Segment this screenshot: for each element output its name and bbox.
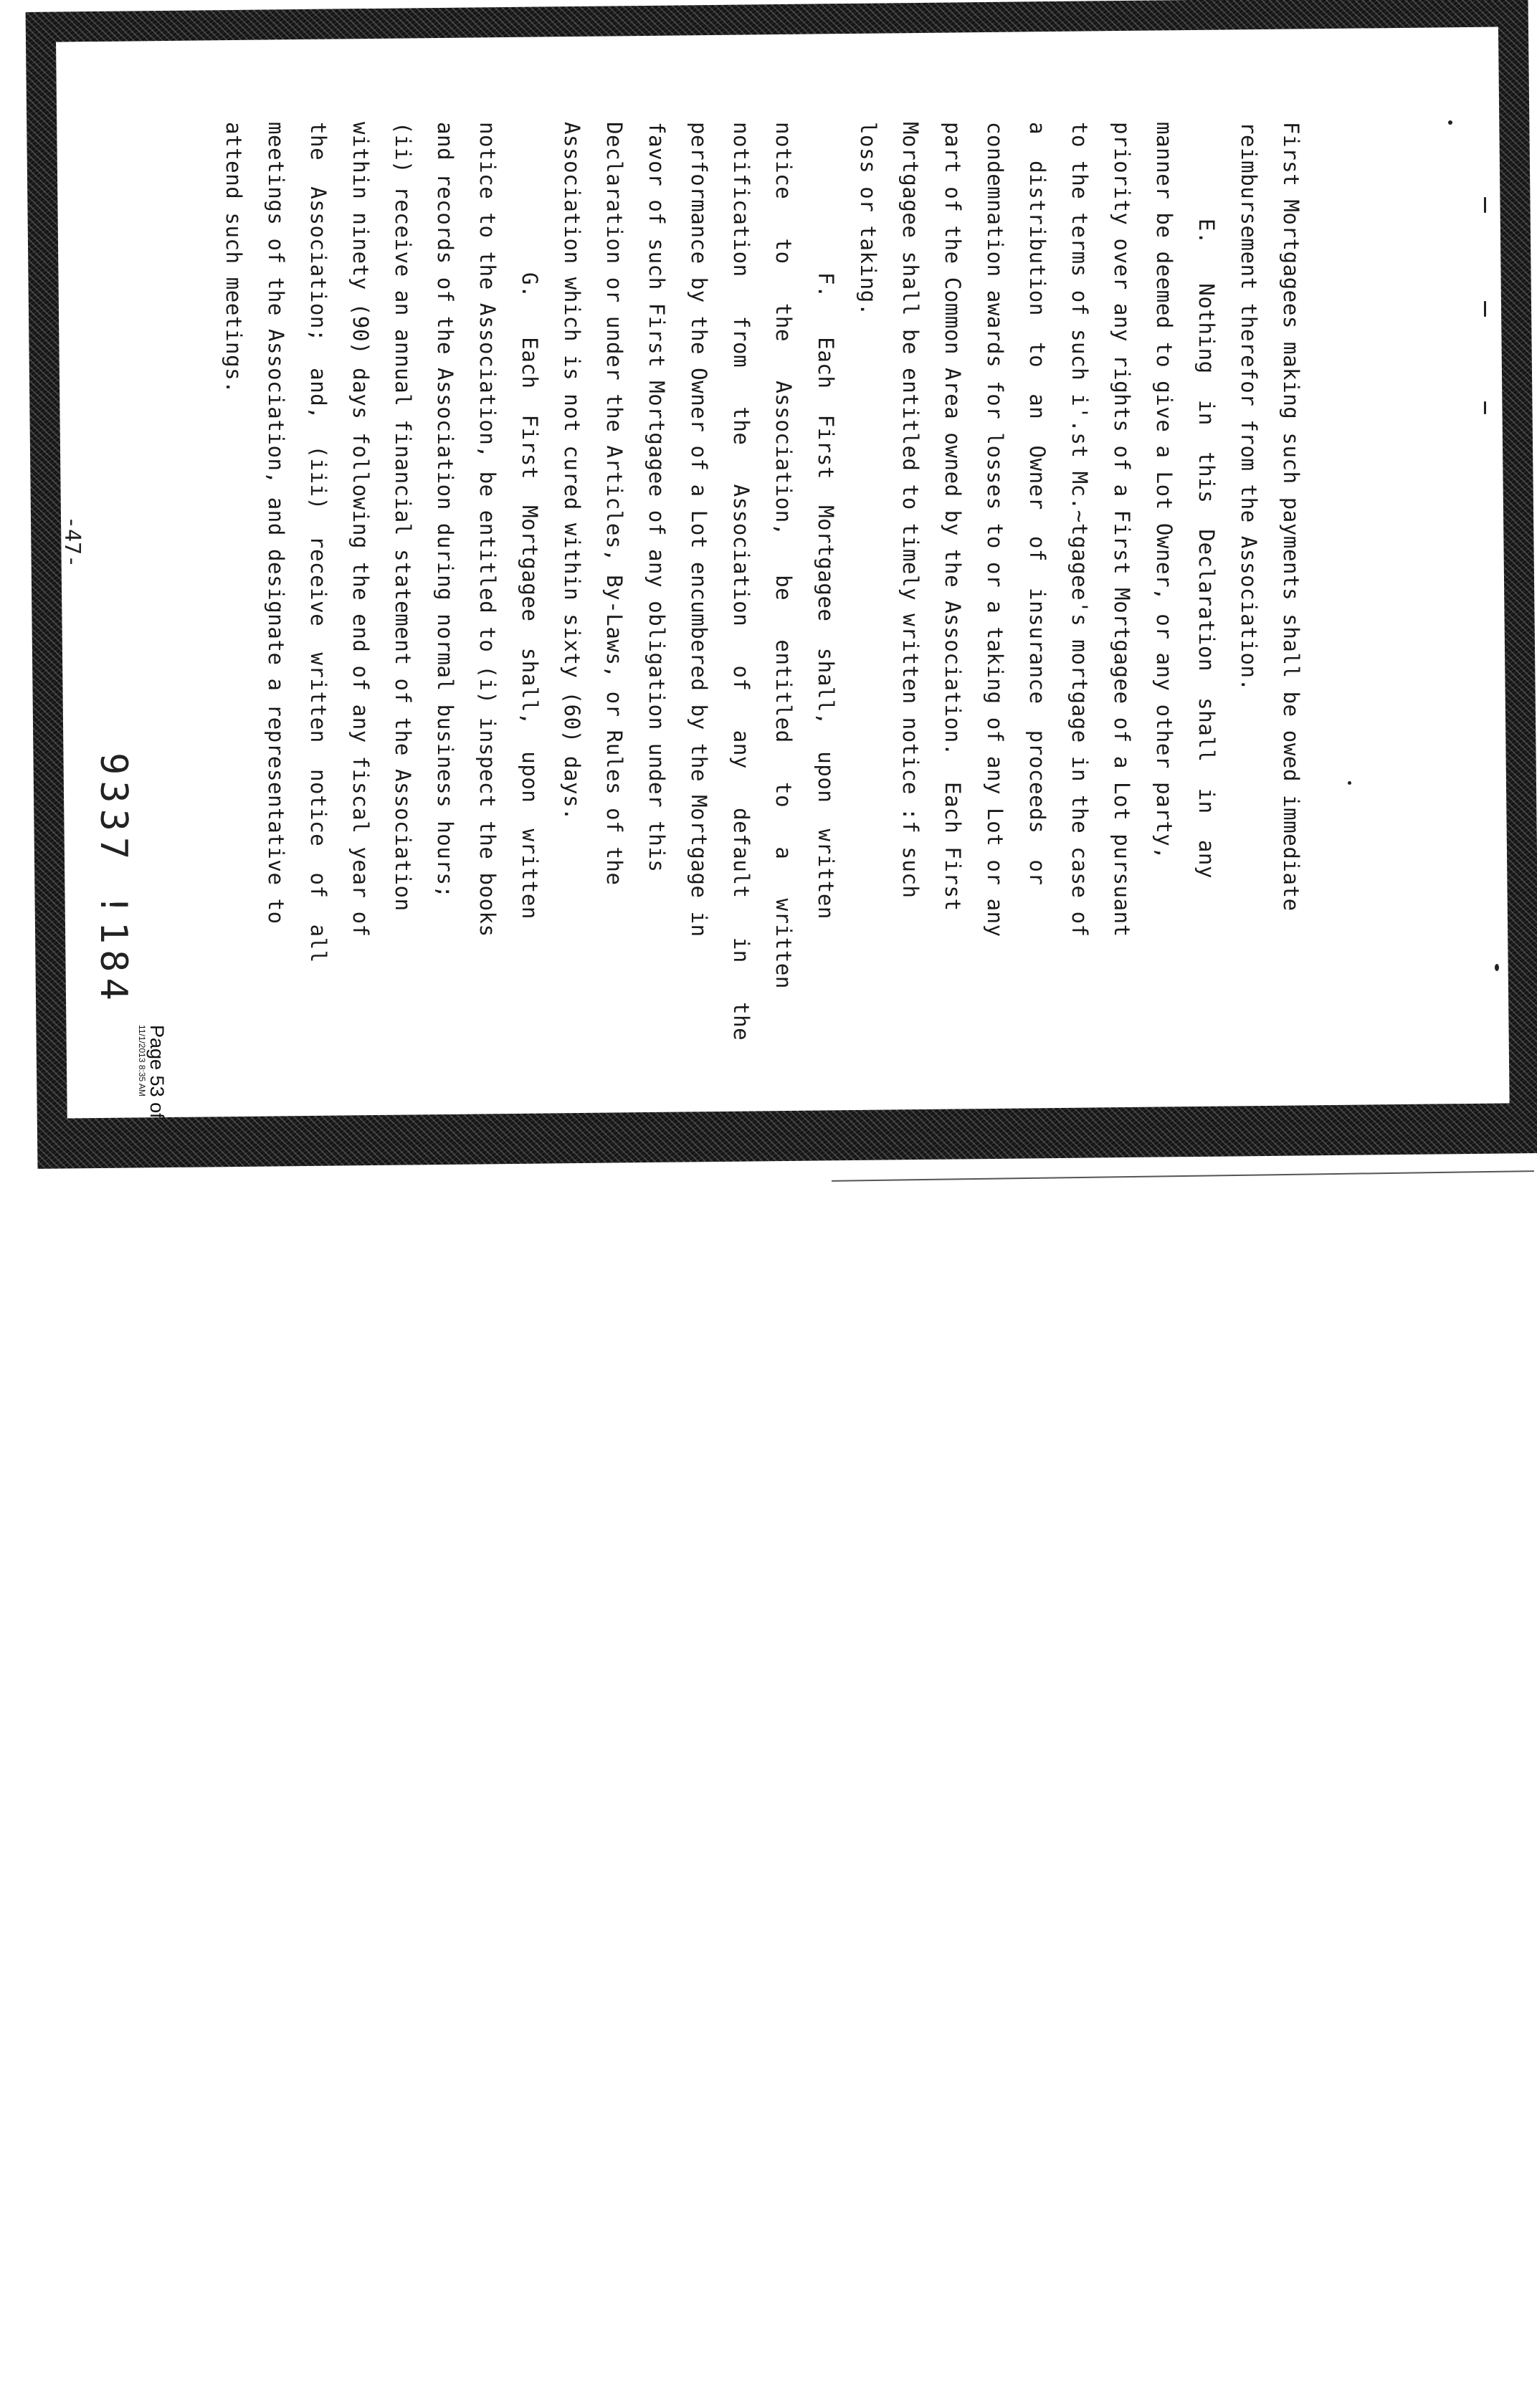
text-line: favor of such First Mortgagee of any obligation under this [644, 122, 669, 873]
page-number: -47- [60, 516, 85, 568]
text-line: (ii) receive an annual financial statement of the Association [391, 122, 415, 912]
text-line: priority over any rights of a First Mortgagee of a Lot pursuant [1110, 122, 1134, 937]
page-stamp [137, 1025, 167, 1119]
text-line: manner be deemed to give a Lot Owner, or any other party, [1152, 122, 1176, 860]
text-line: notice to the Association, be entitled to a written [771, 122, 796, 989]
scan-speck [1484, 401, 1486, 414]
stamp-page-label: Page 53 of [146, 1025, 168, 1119]
text-line: attend such meetings. [222, 122, 246, 394]
scan-speck [1484, 301, 1486, 317]
book-page-number: 9337 !184 [92, 752, 135, 1006]
stamp-timestamp: 11/1/2013 8:35 AM [137, 1025, 147, 1096]
scan-speck [1495, 964, 1499, 971]
section-f-heading-line: F. Each First Mortgagee shall, upon written [814, 272, 838, 919]
scan-speck [1484, 197, 1486, 213]
scan-speck [1448, 120, 1452, 125]
section-g-heading-line: G. Each First Mortgagee shall, upon written [518, 272, 542, 919]
text-line: Declaration or under the Articles, By-Laws, or Rules of the [602, 122, 627, 886]
text-line: reimbursement therefor from the Association. [1237, 122, 1261, 692]
text-line: part of the Common Area owned by the Association. Each First [941, 122, 965, 912]
text-line: loss or taking. [856, 122, 880, 316]
text-line: performance by the Owner of a Lot encumbered by the Mortgage in [687, 122, 711, 937]
text-line: and records of the Association during normal business hours; [433, 122, 457, 899]
scan-edge-line [832, 1170, 1534, 1182]
text-line: Association which is not cured within sixty (60) days. [560, 122, 584, 821]
scan-speck [1348, 781, 1351, 785]
text-line: notice to the Association, be entitled to (i) inspect the books [475, 122, 500, 937]
text-line: condemnation awards for losses to or a taking of any Lot or any [983, 122, 1007, 937]
text-line: within ninety (90) days following the end of any fiscal year of [348, 122, 373, 937]
text-line: to the terms of such i'.st Mc.~tgagee's mortgage in the case of [1067, 122, 1092, 937]
declaration-text-block [194, 122, 1312, 1041]
text-line: the Association; and, (iii) receive written notice of all [306, 122, 330, 963]
text-line: notification from the Association of any default in the [729, 122, 753, 1041]
text-line: First Mortgagees making such payments shall be owed immediate [1279, 122, 1303, 912]
text-line: Mortgagee shall be entitled to timely written notice :f such [898, 122, 923, 899]
section-e-heading-line: E. Nothing in this Declaration shall in any [1194, 219, 1219, 879]
text-line: meetings of the Association, and designate a representative to [264, 122, 288, 924]
text-line: a distribution to an Owner of insurance proceeds or [1025, 122, 1050, 886]
